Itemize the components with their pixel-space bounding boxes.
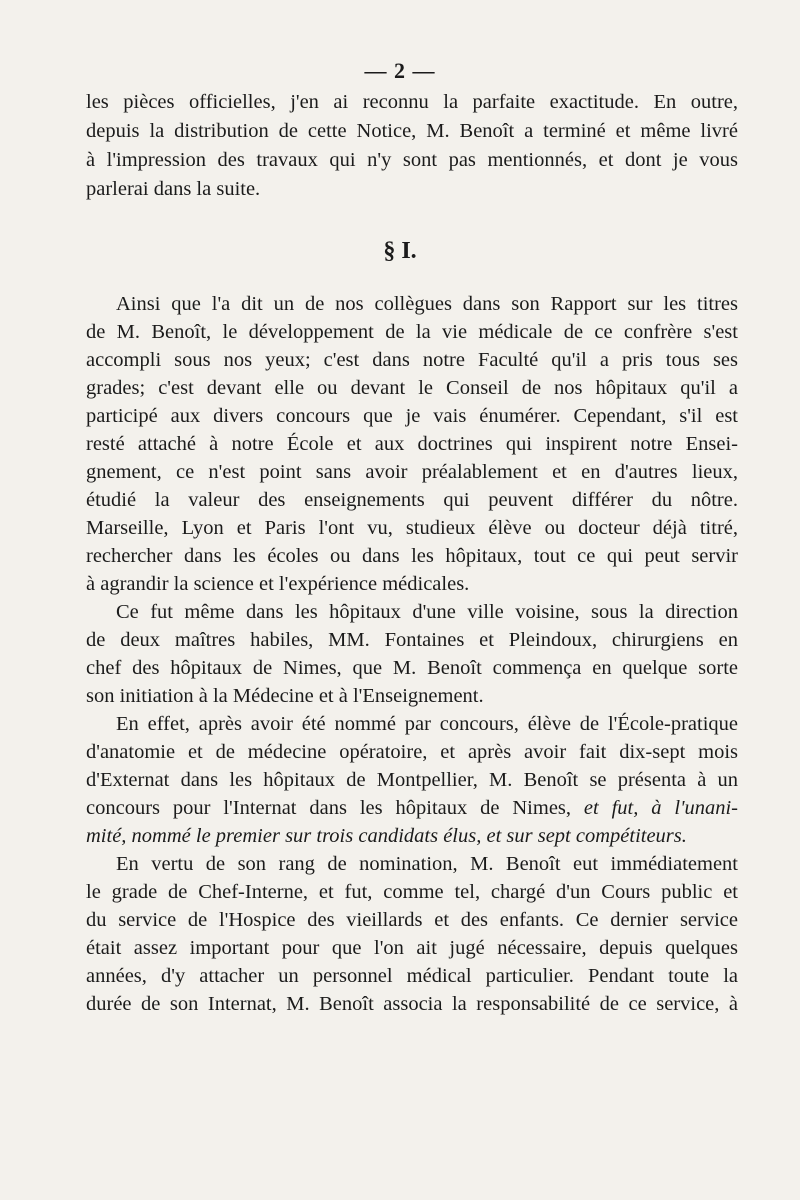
text-line-roman: gnement, ce n'est point sans avoir préalablement et en d'autres lieux, bbox=[86, 461, 738, 483]
text-line bbox=[86, 570, 738, 598]
text-line-roman: les pièces officielles, j'en ai reconnu la parfaite exactitude. En outre, bbox=[86, 91, 738, 113]
text-line-roman: rechercher dans les écoles ou dans les hôpitaux, tout ce qui peut servir bbox=[86, 545, 738, 567]
text-line-roman: depuis la distribution de cette Notice, M. Benoît a terminé et même livré bbox=[86, 120, 738, 142]
text-line bbox=[86, 906, 738, 934]
text-line-roman: Ainsi que l'a dit un de nos collègues dans son Rapport sur les titres bbox=[116, 293, 738, 315]
text-line-roman: resté attaché à notre École et aux doctrines qui inspirent notre Ensei- bbox=[86, 433, 738, 455]
text-line-roman: le grade de Chef-Interne, et fut, comme tel, chargé d'un Cours public et bbox=[86, 881, 738, 903]
text-line-roman: grades; c'est devant elle ou devant le Conseil de nos hôpitaux qu'il a bbox=[86, 377, 738, 399]
text-line-roman: participé aux divers concours que je vais énumérer. Cependant, s'il est bbox=[86, 405, 738, 427]
text-line bbox=[86, 794, 738, 822]
text-line-roman: chef des hôpitaux de Nimes, que M. Benoît commença en quelque sorte bbox=[86, 657, 738, 679]
text-line-roman: son initiation à la Médecine et à l'Enseignement. bbox=[86, 685, 484, 707]
page-number: — 2 — bbox=[364, 58, 436, 83]
text-line bbox=[86, 458, 738, 486]
section-heading: § I. bbox=[383, 238, 417, 264]
text-line bbox=[116, 710, 738, 738]
text-line bbox=[86, 738, 738, 766]
text-line-roman: années, d'y attacher un personnel médical particulier. Pendant toute la bbox=[86, 965, 738, 987]
text-line bbox=[86, 654, 738, 682]
text-line-roman: d'anatomie et de médecine opératoire, et après avoir fait dix-sept mois bbox=[86, 741, 738, 763]
text-line-roman: concours pour l'Internat dans les hôpitaux de Nimes, bbox=[86, 797, 572, 819]
text-line bbox=[86, 88, 738, 116]
text-line-roman: à agrandir la science et l'expérience médicales. bbox=[86, 573, 470, 595]
text-line-roman: était assez important pour que l'on ait jugé nécessaire, depuis quelques bbox=[86, 937, 738, 959]
text-line-roman: de M. Benoît, le développement de la vie médicale de ce confrère s'est bbox=[86, 321, 738, 343]
text-line bbox=[86, 934, 738, 962]
text-line bbox=[86, 990, 738, 1018]
text-line bbox=[86, 514, 738, 542]
text-line-roman: accompli sous nos yeux; c'est dans notre Faculté qu'il a pris tous ses bbox=[86, 349, 738, 371]
text-line bbox=[86, 374, 738, 402]
text-line-roman: durée de son Internat, M. Benoît associa la responsabilité de ce service, à bbox=[86, 993, 738, 1015]
text-line bbox=[86, 962, 738, 990]
text-line-roman: à l'impression des travaux qui n'y sont pas mentionnés, et dont je vous bbox=[86, 149, 738, 171]
text-line-roman: du service de l'Hospice des vieillards et des enfants. Ce dernier service bbox=[86, 909, 738, 931]
text-line-roman: étudié la valeur des enseignements qui peuvent différer du nôtre. bbox=[86, 489, 738, 511]
text-line bbox=[86, 682, 738, 710]
text-line-roman: d'Externat dans les hôpitaux de Montpellier, M. Benoît se présenta à un bbox=[86, 769, 738, 791]
text-line bbox=[86, 822, 738, 850]
text-line bbox=[86, 146, 738, 174]
text-line bbox=[86, 486, 738, 514]
text-line-italic: mité, nommé le premier sur trois candidats élus, et sur sept compétiteurs. bbox=[86, 825, 687, 847]
text-line-roman: En effet, après avoir été nommé par concours, élève de l'École-pratique bbox=[116, 713, 738, 735]
text-line bbox=[86, 626, 738, 654]
text-line bbox=[86, 878, 738, 906]
text-line bbox=[86, 346, 738, 374]
text-line bbox=[86, 402, 738, 430]
text-line bbox=[116, 598, 738, 626]
text-line-roman: de deux maîtres habiles, MM. Fontaines et Pleindoux, chirurgiens en bbox=[86, 629, 738, 651]
text-line-roman: En vertu de son rang de nomination, M. Benoît eut immédiatement bbox=[116, 853, 738, 875]
text-line bbox=[116, 850, 738, 878]
text-line-roman: parlerai dans la suite. bbox=[86, 178, 261, 200]
text-line bbox=[86, 175, 738, 203]
text-line-italic: et fut, à l'unani- bbox=[583, 797, 739, 819]
text-line bbox=[86, 766, 738, 794]
text-line-roman: Marseille, Lyon et Paris l'ont vu, studieux élève ou docteur déjà titré, bbox=[86, 517, 738, 539]
text-line-roman: Ce fut même dans les hôpitaux d'une ville voisine, sous la direction bbox=[116, 601, 738, 623]
text-line bbox=[86, 430, 738, 458]
text-line bbox=[86, 318, 738, 346]
text-line bbox=[86, 117, 738, 145]
text-line bbox=[116, 290, 738, 318]
text-line bbox=[86, 542, 738, 570]
